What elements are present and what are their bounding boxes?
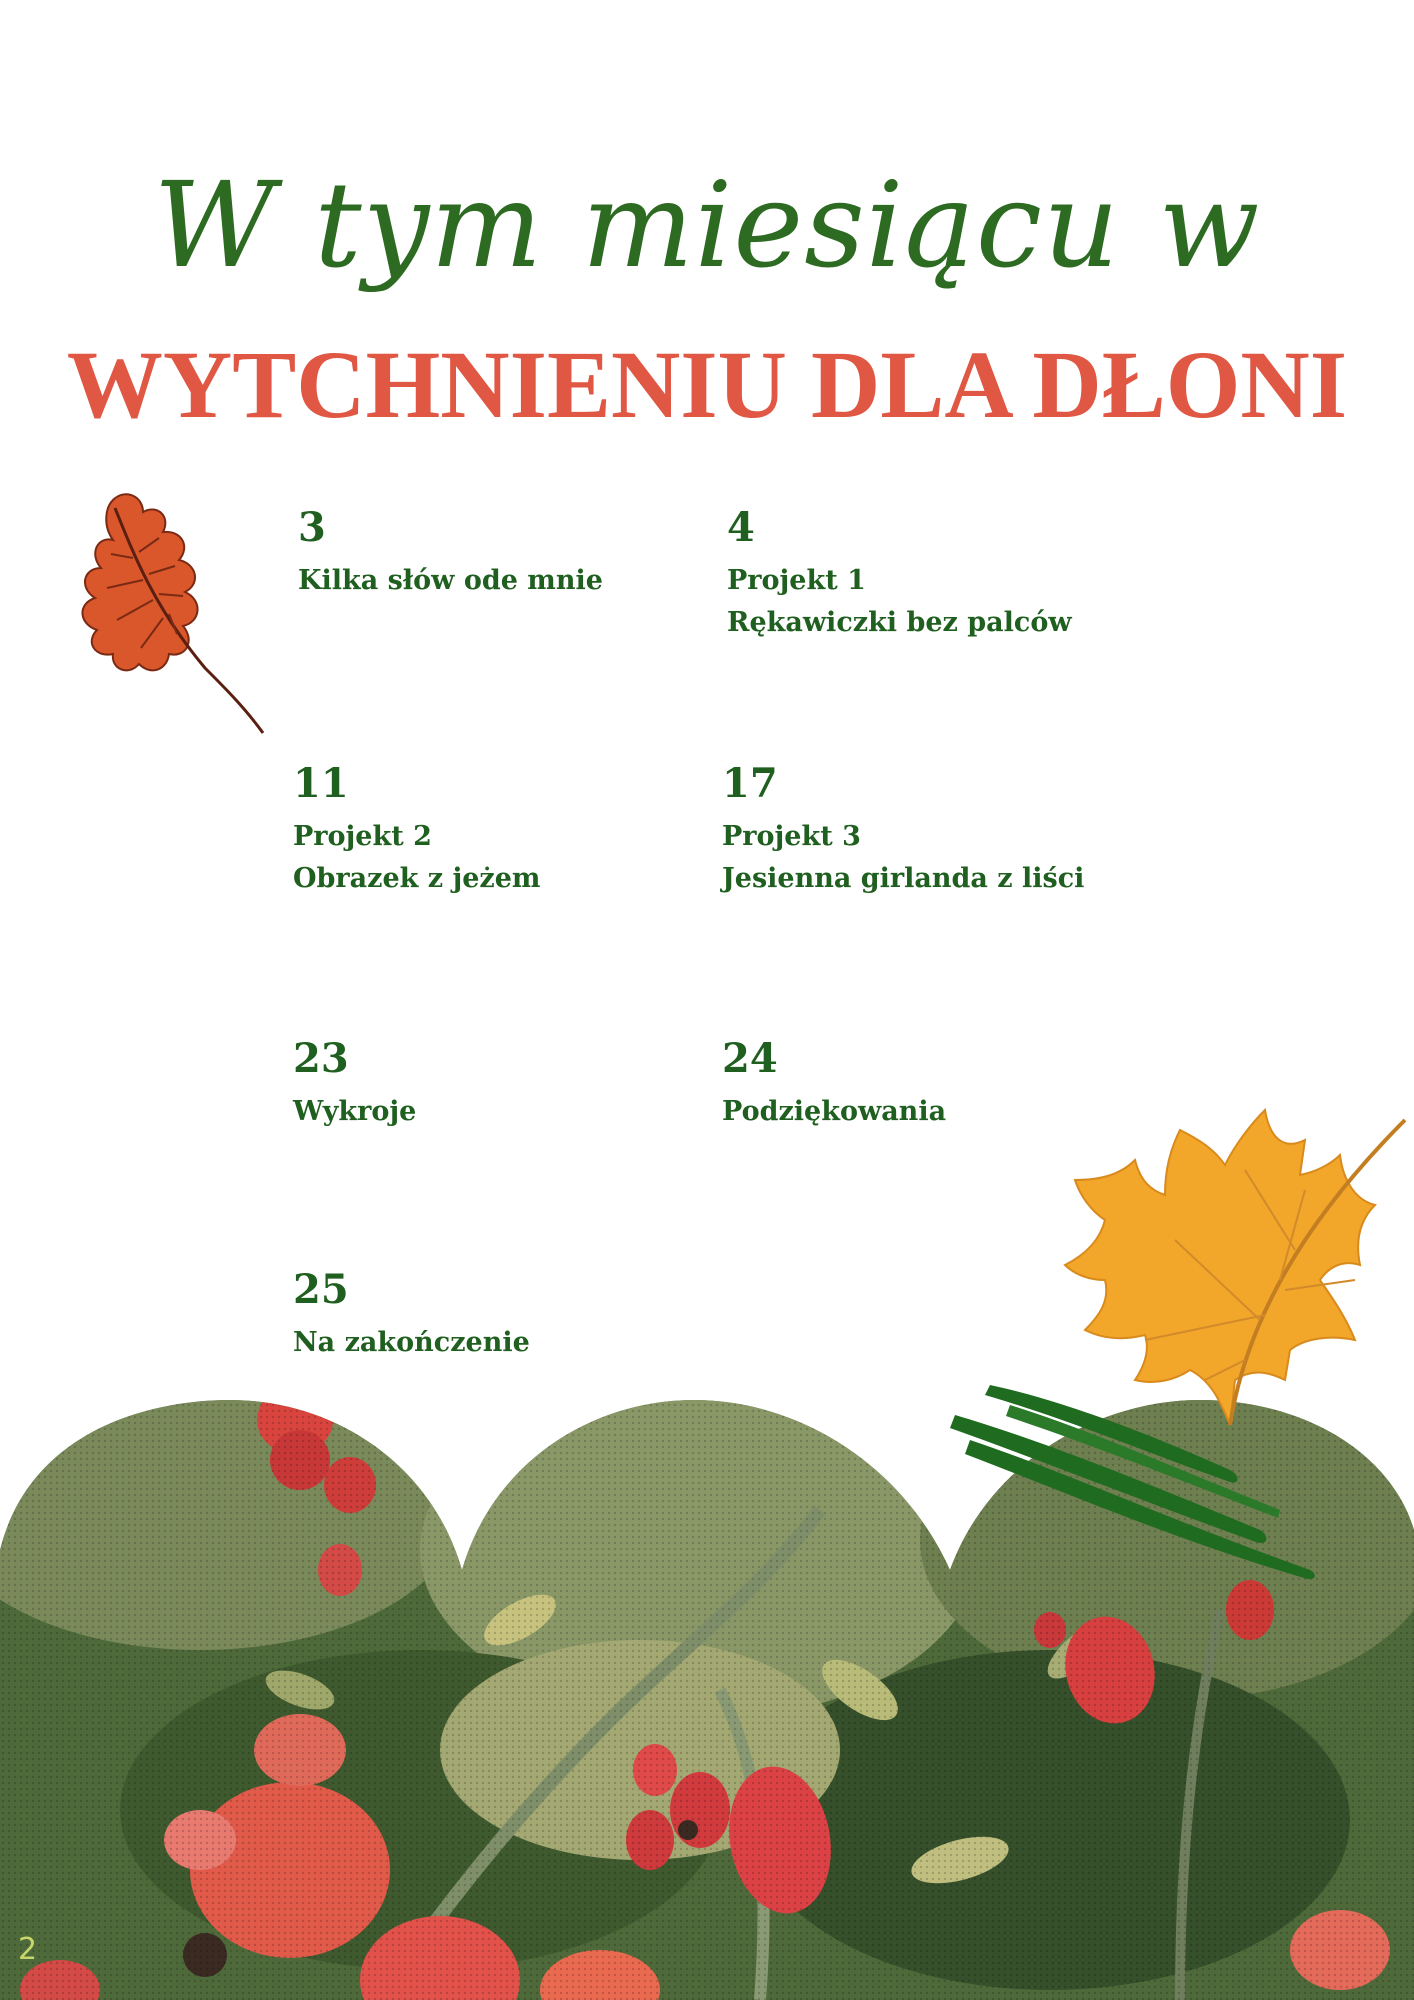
toc-entry[interactable]	[293, 1262, 530, 1364]
title-script: W tym miesiącu w	[153, 156, 1261, 294]
toc-entry[interactable]	[293, 756, 541, 900]
toc-title: Projekt 1 Rękawiczki bez palców	[727, 565, 1072, 638]
toc-page-number: 3	[298, 504, 326, 551]
maple-leaf-icon	[1055, 1080, 1414, 1440]
toc-title: Projekt 2 Obrazek z jeżem	[293, 821, 541, 894]
page-number: 2	[18, 1932, 38, 1967]
toc-entry[interactable]	[298, 500, 603, 602]
toc-page-number: 17	[722, 760, 778, 807]
title-caps: WYTCHNIENIU DLA DŁONI	[66, 331, 1348, 438]
toc-title: Podziękowania	[722, 1096, 947, 1127]
toc-title: Wykroje	[293, 1096, 417, 1127]
toc-page-number: 24	[722, 1035, 778, 1082]
toc-title: Kilka słów ode mnie	[298, 565, 603, 596]
toc-entry[interactable]	[722, 1031, 946, 1133]
toc-entry[interactable]	[722, 756, 1084, 900]
toc-page-number: 11	[293, 760, 349, 807]
toc-title: Na zakończenie	[293, 1327, 530, 1358]
toc-title: Projekt 3 Jesienna girlanda z liści	[722, 821, 1085, 894]
toc-entry[interactable]	[293, 1031, 416, 1133]
toc-entry[interactable]	[727, 500, 1072, 644]
toc-page-number: 23	[293, 1035, 349, 1082]
toc-page-number: 25	[293, 1266, 349, 1313]
oak-leaf-icon	[55, 488, 270, 738]
toc-page-number: 4	[727, 504, 755, 551]
